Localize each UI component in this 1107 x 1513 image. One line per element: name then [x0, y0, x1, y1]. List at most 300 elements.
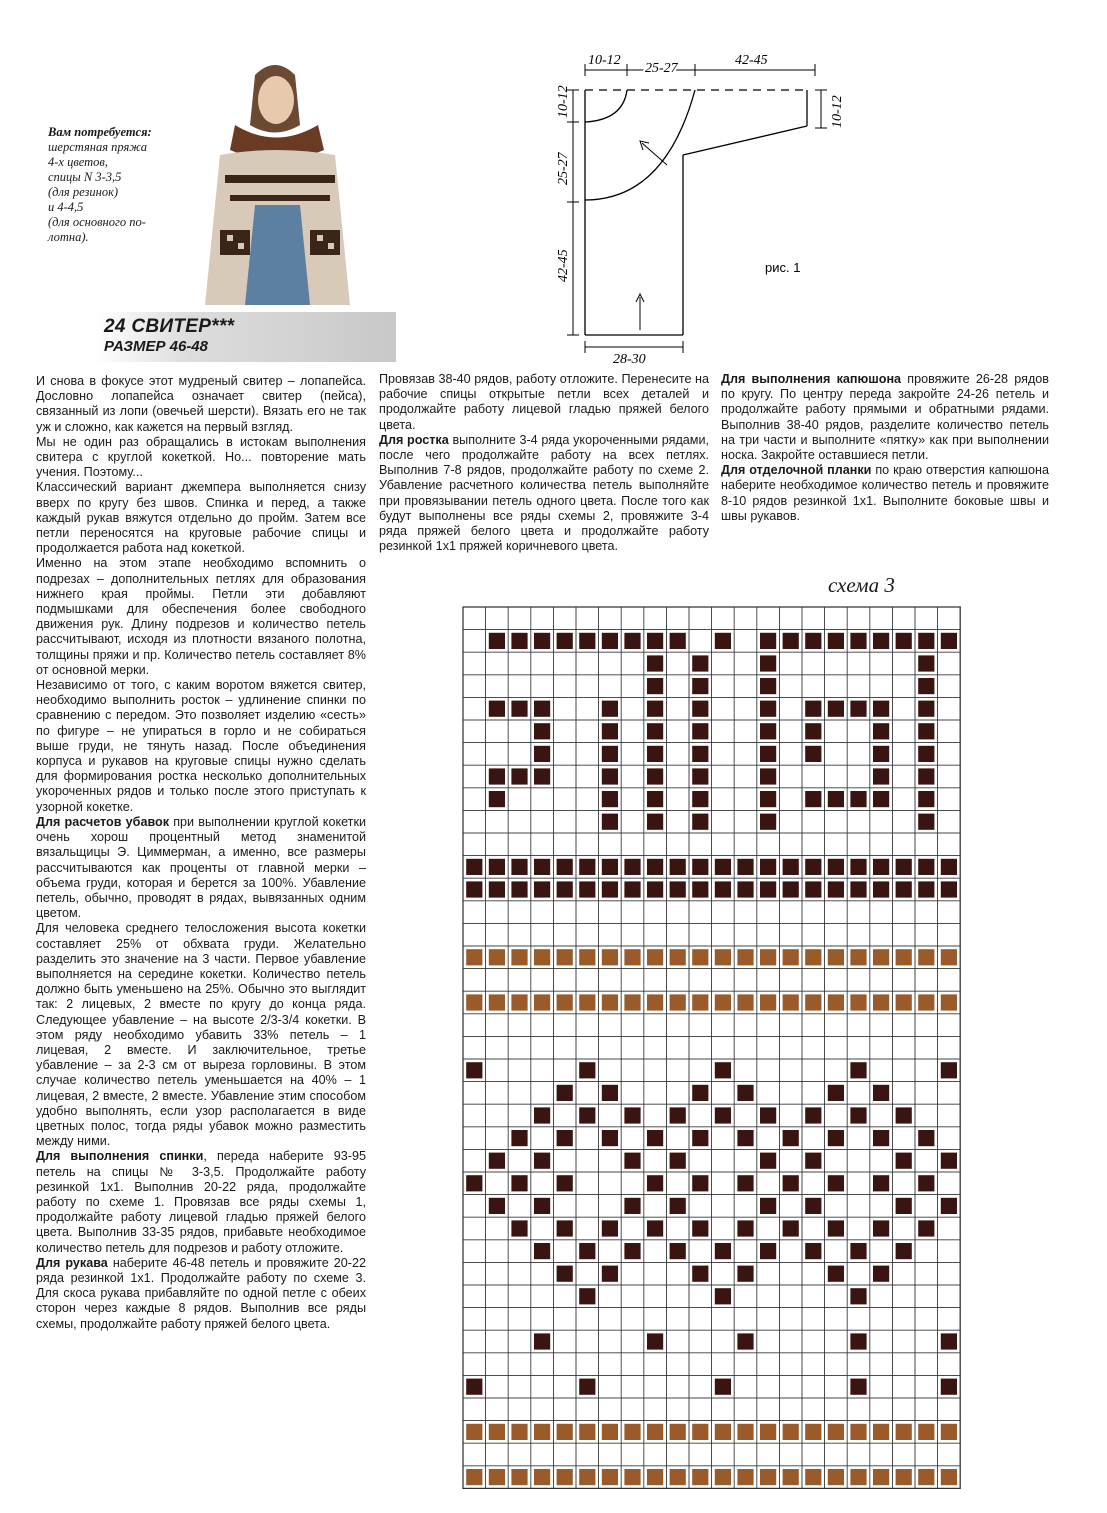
stitch-dark-brown [602, 881, 618, 897]
stitch-dark-brown [850, 859, 866, 875]
stitch-dark-brown [941, 1153, 957, 1169]
pattern-title: 24 СВИТЕР*** [104, 316, 235, 337]
materials-line: шерстяная пряжа [48, 140, 148, 154]
stitch-light-brown [760, 1424, 776, 1440]
stitch-dark-brown [466, 1379, 482, 1395]
stitch-dark-brown [896, 859, 912, 875]
stitch-dark-brown [647, 791, 663, 807]
stitch-dark-brown [670, 1243, 686, 1259]
stitch-dark-brown [647, 859, 663, 875]
stitch-dark-brown [873, 791, 889, 807]
stitch-light-brown [534, 994, 550, 1010]
stitch-dark-brown [873, 1085, 889, 1101]
stitch-light-brown [850, 994, 866, 1010]
stitch-dark-brown [873, 1266, 889, 1282]
stitch-light-brown [737, 1469, 753, 1485]
stitch-dark-brown [489, 1153, 505, 1169]
stitch-dark-brown [941, 1379, 957, 1395]
stitch-dark-brown [602, 1130, 618, 1146]
stitch-light-brown [715, 949, 731, 965]
stitch-dark-brown [511, 633, 527, 649]
stitch-dark-brown [873, 633, 889, 649]
stitch-dark-brown [534, 859, 550, 875]
stitch-dark-brown [602, 859, 618, 875]
stitch-dark-brown [489, 1198, 505, 1214]
stitch-dark-brown [647, 633, 663, 649]
stitch-dark-brown [557, 1220, 573, 1236]
dim-label: 10-12 [830, 95, 845, 128]
stitch-light-brown [941, 1424, 957, 1440]
materials-line: спицы N 3-3,5 [48, 170, 122, 184]
stitch-light-brown [511, 994, 527, 1010]
paragraph [721, 463, 1049, 524]
stitch-dark-brown [579, 633, 595, 649]
stitch-dark-brown [647, 1130, 663, 1146]
stitch-dark-brown [760, 746, 776, 762]
stitch-dark-brown [873, 701, 889, 717]
stitch-dark-brown [602, 723, 618, 739]
stitch-dark-brown [534, 633, 550, 649]
stitch-dark-brown [850, 791, 866, 807]
stitch-light-brown [647, 949, 663, 965]
stitch-light-brown [918, 1469, 934, 1485]
materials-line: лотна). [48, 230, 89, 244]
stitch-dark-brown [828, 859, 844, 875]
stitch-dark-brown [715, 1288, 731, 1304]
paragraph-text: наберите 46-48 петель и провяжите 20-22 ряда резинкой 1х1. Продолжайте работу по схеме 3. Для скоса рукава прибавляйте по одной петле с обеих сторон через каждые 8 рядов. Выполнив все ряды схемы, продолжайте работу пряжей белого цвета. [36, 1255, 366, 1331]
stitch-dark-brown [850, 633, 866, 649]
stitch-dark-brown [850, 1288, 866, 1304]
stitch-dark-brown [647, 1333, 663, 1349]
stitch-dark-brown [715, 859, 731, 875]
stitch-dark-brown [783, 633, 799, 649]
stitch-light-brown [737, 949, 753, 965]
stitch-dark-brown [511, 1175, 527, 1191]
dim-label: 42-45 [735, 53, 768, 68]
stitch-dark-brown [760, 678, 776, 694]
stitch-dark-brown [896, 1243, 912, 1259]
stitch-light-brown [896, 1469, 912, 1485]
stitch-dark-brown [624, 633, 640, 649]
stitch-dark-brown [737, 1333, 753, 1349]
stitch-dark-brown [647, 1220, 663, 1236]
stitch-dark-brown [602, 1085, 618, 1101]
stitch-dark-brown [715, 1062, 731, 1078]
stitch-light-brown [850, 949, 866, 965]
stitch-dark-brown [896, 1153, 912, 1169]
stitch-dark-brown [489, 881, 505, 897]
stitch-dark-brown [489, 791, 505, 807]
stitch-dark-brown [534, 701, 550, 717]
paragraph [36, 556, 366, 678]
paragraph-lead: Для отделочной планки [721, 463, 872, 478]
stitch-dark-brown [692, 814, 708, 830]
paragraph-text: Классический вариант джемпера выполняется снизу вверх по кругу без швов. Спинка и перед, а также каждый рукав вяжутся отдельно до пройм. Затем все петли переносятся на круговые рабочие спицы и продолжается работа над кокеткой. [36, 480, 366, 556]
stitch-dark-brown [805, 633, 821, 649]
paragraph-text: провяжите 26-28 рядов по кругу. По центру переда закройте 24-26 петель и продолжайте работу прямыми и обратными рядами. Выполнив 38-40 рядов, разделите количество петель на три части и выполните «пятку» как при выполнении носка. Закройте оставшиеся петли. [721, 372, 1049, 463]
stitch-dark-brown [737, 1085, 753, 1101]
paragraph [36, 1256, 366, 1332]
paragraph-text: по краю отверстия капюшона наберите необходимое количество петель и провяжите 8-10 рядов резинкой 1х1. Выполните боковые швы и швы рукавов. [721, 463, 1049, 523]
stitch-dark-brown [783, 1175, 799, 1191]
stitch-dark-brown [805, 1107, 821, 1123]
paragraph [36, 435, 366, 481]
stitch-light-brown [896, 1424, 912, 1440]
stitch-light-brown [466, 1469, 482, 1485]
stitch-dark-brown [692, 859, 708, 875]
stitch-dark-brown [850, 1062, 866, 1078]
sleeve-bottom [683, 126, 807, 155]
stitch-light-brown [647, 1469, 663, 1485]
stitch-dark-brown [647, 768, 663, 784]
text-column-1 [36, 374, 366, 1332]
stitch-dark-brown [692, 655, 708, 671]
stitch-dark-brown [489, 701, 505, 717]
stitch-dark-brown [647, 881, 663, 897]
stitch-dark-brown [828, 633, 844, 649]
stitch-dark-brown [715, 881, 731, 897]
stitch-dark-brown [534, 881, 550, 897]
stitch-dark-brown [579, 859, 595, 875]
stitch-dark-brown [670, 633, 686, 649]
materials-line: и 4-4,5 [48, 200, 84, 214]
stitch-light-brown [624, 1424, 640, 1440]
stitch-light-brown [783, 1424, 799, 1440]
stitch-light-brown [783, 1469, 799, 1485]
stitch-light-brown [489, 949, 505, 965]
stitch-dark-brown [557, 859, 573, 875]
stitch-dark-brown [760, 1153, 776, 1169]
stitch-dark-brown [715, 1107, 731, 1123]
stitch-dark-brown [557, 1175, 573, 1191]
paragraph-text: И снова в фокусе этот мудреный свитер – лопапейса. Дословно лопапейса означает свитер (пейса), связанный из лопи (овечьей шерсти). Вязать его не так уж и сложно, как кажется на первый взгляд. [36, 374, 366, 434]
stitch-dark-brown [602, 1220, 618, 1236]
dim-label: 42-45 [556, 249, 571, 282]
stitch-dark-brown [760, 814, 776, 830]
paragraph-lead: Для расчетов убавок [36, 814, 170, 829]
stitch-dark-brown [647, 746, 663, 762]
stitch-dark-brown [557, 881, 573, 897]
stitch-light-brown [896, 949, 912, 965]
stitch-dark-brown [873, 881, 889, 897]
stitch-dark-brown [896, 633, 912, 649]
stitch-dark-brown [534, 1198, 550, 1214]
stitch-dark-brown [850, 1379, 866, 1395]
stitch-dark-brown [873, 1175, 889, 1191]
stitch-dark-brown [760, 881, 776, 897]
stitch-dark-brown [534, 723, 550, 739]
materials-line: (для резинок) [48, 185, 119, 199]
stitch-dark-brown [873, 1130, 889, 1146]
stitch-dark-brown [511, 1220, 527, 1236]
stitch-light-brown [557, 1469, 573, 1485]
stitch-light-brown [850, 1424, 866, 1440]
stitch-light-brown [466, 949, 482, 965]
stitch-dark-brown [647, 723, 663, 739]
stitch-light-brown [511, 1424, 527, 1440]
stitch-dark-brown [918, 859, 934, 875]
stitch-dark-brown [760, 701, 776, 717]
stitch-light-brown [873, 1469, 889, 1485]
stitch-dark-brown [466, 1062, 482, 1078]
stitch-dark-brown [918, 633, 934, 649]
stitch-light-brown [670, 949, 686, 965]
stitch-light-brown [692, 1469, 708, 1485]
stitch-dark-brown [579, 1379, 595, 1395]
stitch-dark-brown [805, 791, 821, 807]
stitch-dark-brown [805, 1198, 821, 1214]
stitch-dark-brown [647, 655, 663, 671]
stitch-dark-brown [760, 633, 776, 649]
paragraph-lead: Для рукава [36, 1255, 108, 1270]
stitch-dark-brown [692, 1175, 708, 1191]
stitch-dark-brown [624, 1198, 640, 1214]
stitch-dark-brown [557, 1085, 573, 1101]
stitch-dark-brown [783, 1130, 799, 1146]
stitch-dark-brown [850, 1243, 866, 1259]
stitch-dark-brown [918, 791, 934, 807]
text-column-3 [721, 372, 1049, 524]
stitch-dark-brown [579, 1107, 595, 1123]
stitch-dark-brown [873, 746, 889, 762]
stitch-dark-brown [805, 1243, 821, 1259]
stitch-dark-brown [511, 1130, 527, 1146]
paragraph-text: Именно на этом этапе необходимо вспомнить о подрезах – дополнительных петлях для образования нижнего края проймы. Петли эти добавляют подмышками для обеспечения более свободного движения рук. Длину подрезов и количество петель рассчитывают, исходя из плотности вязаного полотна, толщины пряжи и пр. Количество петель составляет 8% от основной мерки. [36, 556, 366, 677]
stitch-dark-brown [783, 881, 799, 897]
stitch-light-brown [873, 1424, 889, 1440]
stitch-light-brown [760, 949, 776, 965]
stitch-dark-brown [647, 814, 663, 830]
stitch-light-brown [783, 994, 799, 1010]
stitch-dark-brown [805, 859, 821, 875]
stitch-dark-brown [647, 1175, 663, 1191]
stitch-dark-brown [941, 881, 957, 897]
stitch-dark-brown [805, 746, 821, 762]
stitch-dark-brown [579, 881, 595, 897]
stitch-dark-brown [850, 1107, 866, 1123]
stitch-dark-brown [534, 768, 550, 784]
stitch-dark-brown [873, 1220, 889, 1236]
paragraph [36, 921, 366, 1149]
stitch-dark-brown [760, 859, 776, 875]
stitch-light-brown [466, 1424, 482, 1440]
stitch-dark-brown [534, 1153, 550, 1169]
stitch-dark-brown [602, 814, 618, 830]
stitch-dark-brown [624, 1243, 640, 1259]
stitch-dark-brown [918, 768, 934, 784]
stitch-light-brown [489, 1424, 505, 1440]
stitch-light-brown [534, 949, 550, 965]
paragraph [379, 433, 709, 555]
stitch-light-brown [692, 1424, 708, 1440]
paragraph-text: Мы не один раз обращались в истокам выполнения свитера с круглой кокеткой. Но... повторение мать учения. Поэтому... [36, 434, 366, 480]
stitch-light-brown [647, 1424, 663, 1440]
paragraph-text: , переда наберите 93-95 петель на спицы № 3-3,5. Продолжайте работу резинкой 1х1. Выполнив 20-22 ряда, продолжайте работу по схеме 1. Провязав все ряды схемы 1, продолжайте работу лицевой гладью пряжей белого цвета. Выполнив 33-35 рядов, прибавьте необходимое количество петель для подрезов и работу отложите. [36, 1149, 366, 1255]
stitch-dark-brown [941, 859, 957, 875]
stitch-light-brown [534, 1469, 550, 1485]
stitch-light-brown [579, 994, 595, 1010]
stitch-light-brown [805, 994, 821, 1010]
stitch-light-brown [737, 994, 753, 1010]
stitch-dark-brown [602, 768, 618, 784]
stitch-light-brown [873, 994, 889, 1010]
stitch-light-brown [579, 1469, 595, 1485]
stitch-dark-brown [624, 1107, 640, 1123]
stitch-dark-brown [670, 1107, 686, 1123]
stitch-dark-brown [805, 881, 821, 897]
stitch-light-brown [511, 949, 527, 965]
stitch-light-brown [918, 1424, 934, 1440]
stitch-light-brown [715, 1424, 731, 1440]
stitch-dark-brown [692, 746, 708, 762]
stitch-dark-brown [692, 723, 708, 739]
dim-label: 10-12 [556, 85, 571, 118]
stitch-dark-brown [557, 1266, 573, 1282]
stitch-dark-brown [760, 768, 776, 784]
stitch-light-brown [783, 949, 799, 965]
stitch-dark-brown [805, 701, 821, 717]
stitch-dark-brown [850, 701, 866, 717]
stitch-dark-brown [670, 1198, 686, 1214]
stitch-dark-brown [670, 1153, 686, 1169]
stitch-dark-brown [692, 1130, 708, 1146]
stitch-light-brown [692, 949, 708, 965]
stitch-dark-brown [489, 859, 505, 875]
stitch-dark-brown [715, 1243, 731, 1259]
stitch-light-brown [670, 1469, 686, 1485]
stitch-light-brown [670, 1424, 686, 1440]
stitch-dark-brown [828, 1130, 844, 1146]
stitch-dark-brown [760, 1107, 776, 1123]
stitch-light-brown [805, 949, 821, 965]
stitch-light-brown [941, 949, 957, 965]
stitch-light-brown [602, 1424, 618, 1440]
stitch-dark-brown [692, 701, 708, 717]
stitch-light-brown [715, 1469, 731, 1485]
stitch-light-brown [737, 1424, 753, 1440]
stitch-light-brown [828, 949, 844, 965]
stitch-dark-brown [511, 859, 527, 875]
stitch-dark-brown [828, 1220, 844, 1236]
neckline-curve [585, 90, 627, 122]
stitch-light-brown [760, 1469, 776, 1485]
stitch-dark-brown [692, 1220, 708, 1236]
stitch-dark-brown [918, 701, 934, 717]
stitch-dark-brown [918, 723, 934, 739]
stitch-dark-brown [873, 768, 889, 784]
stitch-light-brown [466, 994, 482, 1010]
stitch-light-brown [511, 1469, 527, 1485]
stitch-dark-brown [624, 1153, 640, 1169]
stitch-dark-brown [466, 881, 482, 897]
stitch-light-brown [557, 994, 573, 1010]
stitch-dark-brown [670, 859, 686, 875]
paragraph [379, 372, 709, 433]
paragraph [36, 374, 366, 435]
stitch-dark-brown [805, 1153, 821, 1169]
stitch-dark-brown [941, 1333, 957, 1349]
dim-label: 10-12 [588, 53, 621, 68]
stitch-light-brown [828, 1469, 844, 1485]
stitch-dark-brown [534, 1107, 550, 1123]
figure-label: рис. 1 [765, 260, 801, 275]
stitch-dark-brown [602, 1266, 618, 1282]
paragraph [36, 815, 366, 921]
stitch-light-brown [534, 1424, 550, 1440]
paragraph-text: выполните 3-4 ряда укороченными рядами, после чего продолжайте работу на всех петлях. Выполнив 7-8 рядов, продолжайте работу по схеме 2. Убавление расчетного количества петель выполняйте при провязывании петель одного цвета. После того как будут выполнены все ряды схемы 2, провяжите 3-4 ряда пряжей белого цвета и продолжайте работу резинкой 1х1 пряжей коричневого цвета. [379, 432, 709, 554]
paragraph-text: Независимо от того, с каким воротом вяжется свитер, необходимо выполнить росток – удлинение спинки по сравнению с передом. Это позволяет изделию «сесть» по фигуре – не упираться в горло и не собираться выше груди, не тянуть назад. После объединения корпуса и рукавов на круговые спицы нужно сделать для формирования ростка несколько дополнительных укороченных рядов и только после этого приступать к узорной кокетке. [36, 678, 366, 814]
stitch-dark-brown [692, 1266, 708, 1282]
stitch-light-brown [489, 1469, 505, 1485]
stitch-light-brown [918, 994, 934, 1010]
stitch-dark-brown [783, 859, 799, 875]
stitch-dark-brown [896, 1107, 912, 1123]
stitch-light-brown [715, 994, 731, 1010]
stitch-dark-brown [828, 701, 844, 717]
stitch-dark-brown [534, 746, 550, 762]
stitch-light-brown [850, 1469, 866, 1485]
pattern-diagram [545, 50, 855, 370]
stitch-dark-brown [737, 881, 753, 897]
stitch-dark-brown [873, 723, 889, 739]
stitch-dark-brown [737, 1175, 753, 1191]
stitch-light-brown [602, 1469, 618, 1485]
pattern-size: РАЗМЕР 46-48 [104, 338, 208, 355]
dim-label: 28-30 [613, 352, 646, 367]
stitch-dark-brown [692, 881, 708, 897]
stitch-light-brown [941, 994, 957, 1010]
stitch-light-brown [557, 949, 573, 965]
stitch-dark-brown [579, 1243, 595, 1259]
stitch-dark-brown [760, 1243, 776, 1259]
stitch-dark-brown [941, 633, 957, 649]
paragraph-lead: Для выполнения спинки [36, 1149, 204, 1164]
dim-label: 25-27 [645, 61, 678, 76]
stitch-dark-brown [602, 791, 618, 807]
materials-line: (для основного по- [48, 215, 146, 229]
stitch-dark-brown [602, 633, 618, 649]
stitch-dark-brown [737, 1220, 753, 1236]
stitch-dark-brown [466, 859, 482, 875]
stitch-dark-brown [873, 859, 889, 875]
stitch-dark-brown [828, 1085, 844, 1101]
paragraph [36, 678, 366, 815]
text-column-2 [379, 372, 709, 554]
stitch-dark-brown [941, 1198, 957, 1214]
stitch-dark-brown [466, 1175, 482, 1191]
stitch-light-brown [579, 1424, 595, 1440]
stitch-dark-brown [737, 859, 753, 875]
paragraph-text: Для человека среднего телосложения высота кокетки составляет 25% от обхвата груди. Желательно разделить это значение на 3 части. Первое убавление выполняется на середине кокетки. Количество петель должно быть уменьшено на 25%. Обычно это выглядит так: 2 лицевых, 2 вместе по кругу до конца ряда. Следующее убавление – на высоте 2/3-3/4 кокетки. В этом ряду необходимо убавить 33% петель – 1 лицевая, 2 вместе. И заключительное, третье убавление – за 2-3 см от выреза горловины. В этом случае количество петель уменьшается на 40% – 1 лицевая, 2 вместе, 2 вместе. Убавление этим способом удобно выполнять, если узор располагается в виде цветных полос, тогда ряды убавок можно разместить между ними. [36, 921, 366, 1149]
stitch-dark-brown [511, 701, 527, 717]
stitch-light-brown [624, 994, 640, 1010]
stitch-dark-brown [647, 701, 663, 717]
stitch-light-brown [918, 949, 934, 965]
stitch-dark-brown [534, 1243, 550, 1259]
stitch-dark-brown [602, 746, 618, 762]
yoke-curve [585, 90, 695, 200]
stitch-dark-brown [918, 1175, 934, 1191]
chart-title: схема 3 [828, 573, 895, 597]
stitch-light-brown [760, 994, 776, 1010]
stitch-dark-brown [737, 1266, 753, 1282]
stitch-dark-brown [783, 1220, 799, 1236]
stitch-dark-brown [828, 791, 844, 807]
paragraph-lead: Для ростка [379, 432, 449, 447]
stitch-dark-brown [918, 678, 934, 694]
stitch-dark-brown [715, 1379, 731, 1395]
stitch-light-brown [579, 949, 595, 965]
